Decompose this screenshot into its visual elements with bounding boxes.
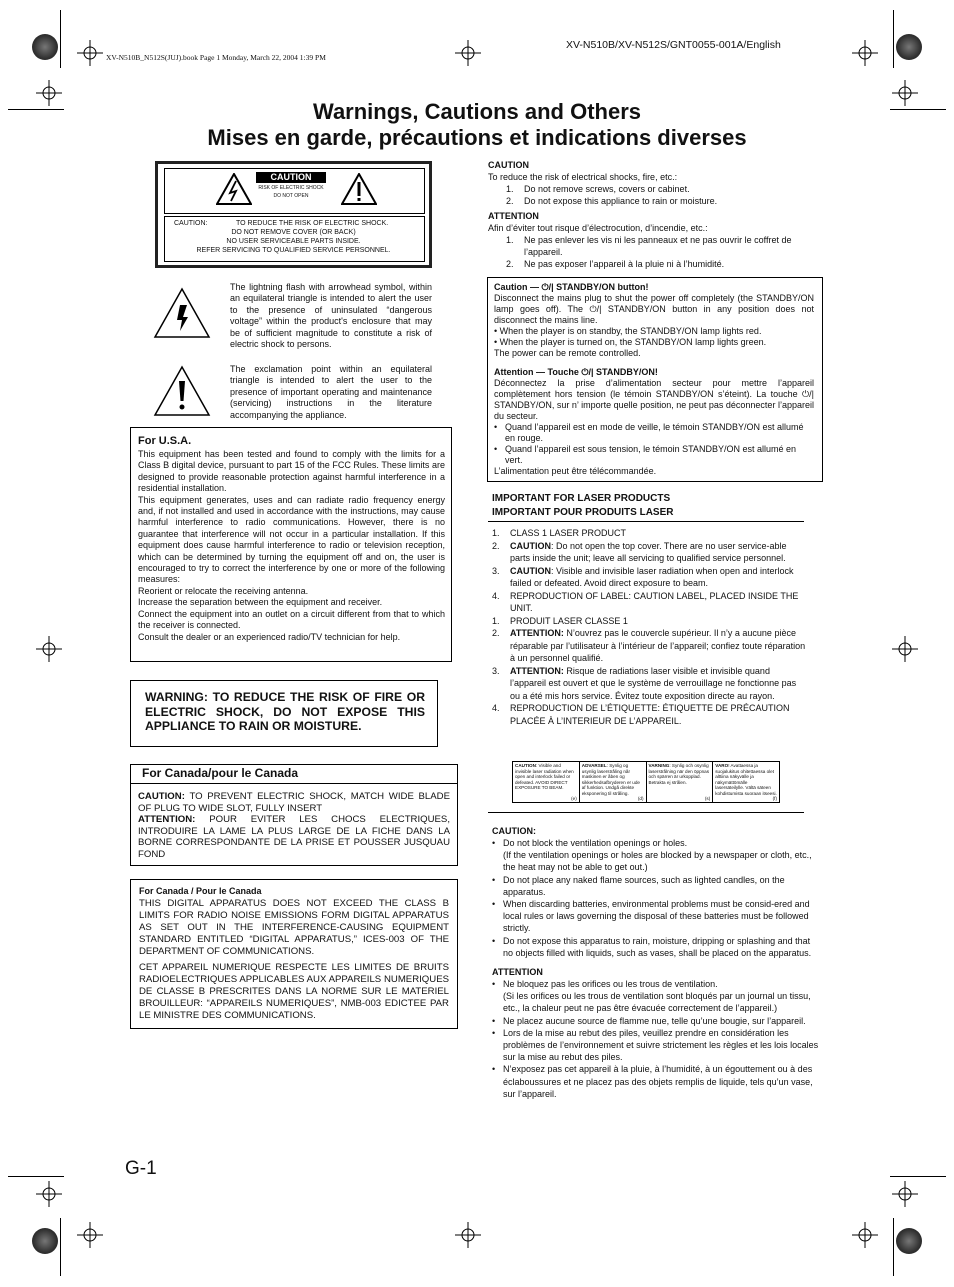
usa-heading: For U.S.A. [138, 435, 192, 447]
exclamation-triangle-icon [153, 365, 211, 417]
canada-plug-section [130, 764, 458, 866]
caution-prefix: CAUTION: [174, 220, 208, 227]
label-cell-se: VARNING: Synlig och osynlig laserstrålning när den öppnas och spärren är urkopplad. Betrakta ej strålen. (s) [647, 762, 714, 802]
usa-measure-2: Increase the separation between the equipment and receiver. [138, 597, 383, 608]
file-info: XV-N510B_N512S(JUJ).book Page 1 Monday, March 22, 2004 1:39 PM [106, 53, 326, 62]
standby-fr-heading-a: Attention — Touche [494, 367, 579, 377]
lightning-warning-icon [216, 173, 252, 205]
canada-caution-label: CAUTION: [138, 791, 185, 802]
power-icon: ⏻/| [589, 304, 602, 314]
usa-measure-4: Consult the dealer or an experienced radio/TV technician for help. [138, 631, 401, 642]
list-item: • When discarding batteries, environmental problems must be consid-ered and local rules or laws governing the disposal of these batteries must be followed strictly. [492, 899, 810, 934]
canada-ices-fr: CET APPAREIL NUMERIQUE RESPECTE LES LIMITES DE BRUITS RADIOELECTRIQUES APPLICABLES AUX APPAREILS NUMERIQUES DE CLASSE B PRESCRITES DANS LA NORME SUR LE MATERIEL BROUILLEUR: “APPAREILS NUMERIQUES”, NMB-003 EDICTEE PAR LE MINISTRE DES COMMUNICATIONS. [139, 962, 449, 1021]
canada-attention-label: ATTENTION: [138, 814, 196, 825]
standby-fr-p1b: STANDBY/ON, sur n’ importe quelle position, ne peut pas déconnecter l’appareil du secteur. [494, 400, 814, 421]
canada-attention-text: POUR EVITER LES CHOCS ELECTRIQUES, INTRODUIRE LA LAME LA PLUS LARGE DE LA FICHE DANS LA BORNE CORRESPONDANTE DE LA PRISE ET POUSSER JUSQUAU FOND [138, 814, 450, 860]
label-cell-fi: VARO! Avattaessa ja suojalukitus ohitettaessa olet alttiina näkyvälle ja näkymättömälle lasersäteilylle. Vältä säteen kohdistumista suoraan itseesi. (f) [715, 763, 777, 801]
standby-fr-b1: • Quand l’appareil est en mode de veille, le témoin STANDBY/ON est allumé en rouge. [494, 422, 804, 443]
page-title-en: Warnings, Cautions and Others [313, 99, 641, 124]
lightning-triangle-icon [153, 287, 211, 339]
list-item: • Do not block the ventilation openings or holes. (If the ventilation openings or holes are blocked by a newspaper or cloth, etc., the heat may not be able to get out.) [492, 838, 812, 873]
exclamation-warning-icon [341, 173, 377, 205]
list-item: • Do not expose this apparatus to rain, moisture, dripping or splashing and that no objects filled with liquids, such as vases, shall be placed on the apparatus. [492, 935, 812, 958]
right-attention-intro: Afin d’éviter tout risque d’électrocution, d’incendie, etc.: [488, 223, 708, 233]
right-attention-heading: ATTENTION [488, 211, 539, 221]
standby-en-p1b: STANDBY/ON button in any position does not disconnect the mains line. [494, 304, 814, 325]
page-number: G-1 [125, 1158, 157, 1179]
standby-fr-p1a: Déconnectez la prise d’alimentation secteur pour mettre l’appareil complètement hors tension (le témoin STANDBY/ON s’éteint). La touche [494, 378, 814, 399]
page-title-fr: Mises en garde, précautions et indications diverses [207, 125, 747, 150]
list-item: 1. Ne pas enlever les vis ni les panneaux et ne pas ouvrir le coffret de l’appareil. [506, 235, 792, 257]
crosshair-mark-left-lower [36, 1181, 62, 1207]
list-item: • Do not place any naked flame sources, such as lighted candles, on the apparatus. [492, 874, 785, 897]
model-code: XV-N510B/XV-N512S/GNT0055-001A/English [566, 39, 781, 51]
canada-caution-text: TO PREVENT ELECTRIC SHOCK, MATCH WIDE BLADE OF PLUG TO WIDE SLOT, FULLY INSERT [138, 791, 450, 814]
caution-heading: CAUTION [256, 172, 326, 183]
canada-ices-en: THIS DIGITAL APPARATUS DOES NOT EXCEED THE CLASS B LIMITS FOR RADIO NOISE EMISSIONS FORM DIGITAL APPARATUS AS SET OUT IN THE INTERFERENCE-CAUSING EQUIPMENT STANDARD ENTITLED “DIGITAL APPARATUS,” ICES-003 OF THE DEPARTMENT OF COMMUNICATIONS. [139, 898, 449, 957]
standby-fr-p2: L’alimentation peut être télécommandée. [494, 466, 657, 476]
crosshair-mark-left-middle [36, 636, 62, 662]
standby-fr-heading-b: STANDBY/ON! [596, 367, 658, 377]
caution-line2: DO NOT REMOVE COVER (OR BACK) [231, 229, 356, 236]
list-item: 2. ATTENTION: N’ouvrez pas le couvercle supérieur. Il n’y a aucune pièce réparable par l’utilisateur à l’intérieur de l’appareil; confiez toute réparation à un personnel qualifié. [492, 628, 806, 663]
list-item: • Ne bloquez pas les orifices ou les trous de ventilation. (Si les orifices ou les trous de ventilation sont bloqués par un journal un tissu, etc., la chaleur peut ne pas être évacuée correctement de l’appareil.) [492, 979, 811, 1014]
usa-paragraph-1: This equipment has been tested and found to comply with the limits for a Class B digital device, pursuant to part 15 of the FCC Rules. These limits are designed to provide reasonable protection against harmful interference in a residential installation. [138, 449, 445, 494]
list-item: 1. CLASS 1 LASER PRODUCT [492, 528, 627, 538]
laser-label-reproduction [512, 761, 780, 803]
power-icon: ⏻/| [802, 389, 814, 399]
list-item: • Ne placez aucune source de flamme nue, telle qu’une bougie, sur l’appareil. [492, 1015, 806, 1026]
risk-line1: RISK OF ELECTRIC SHOCK [258, 185, 324, 191]
label-cell-en: CAUTION: Visible and invisible laser radiation when open and interlock failed or defeated. AVOID DIRECT EXPOSURE TO BEAM. (e) [513, 762, 580, 802]
warning-box [130, 680, 438, 747]
registration-circle-top-right [896, 34, 922, 60]
attention2-heading: ATTENTION [492, 967, 543, 978]
standby-section [487, 277, 823, 482]
laser-heading-fr: IMPORTANT POUR PRODUITS LASER [492, 507, 674, 518]
canada-ices-heading: For Canada / Pour le Canada [139, 886, 262, 896]
standby-en-heading-b: STANDBY/ON button! [556, 282, 649, 292]
list-item: 4. REPRODUCTION DE L’ÉTIQUETTE: ÉTIQUETTE DE PRÉCAUTION PLACÉE À L’INTERIEUR DE L’APPAREIL. [492, 703, 790, 726]
crosshair-mark-top-left [77, 40, 103, 66]
right-caution-intro: To reduce the risk of electrical shocks, fire, etc.: [488, 172, 678, 182]
right-caution-heading: CAUTION [488, 160, 529, 170]
caution-label [155, 161, 432, 268]
caution-line4: REFER SERVICING TO QUALIFIED SERVICE PERSONNEL. [196, 247, 391, 254]
registration-circle-bottom-right [896, 1228, 922, 1254]
crosshair-mark-right-lower [892, 1181, 918, 1207]
crosshair-mark-top-right [852, 40, 878, 66]
list-item: 2. CAUTION: Do not open the top cover. There are no user service-able parts inside the unit; leave all servicing to qualified service personnel. [492, 540, 787, 563]
list-item: 3. CAUTION: Visible and invisible laser radiation when open and interlock failed or defeated. Avoid direct exposure to beam. [492, 565, 794, 588]
crop-line [8, 1176, 64, 1177]
standby-en-p2: The power can be remote controlled. [494, 348, 641, 358]
crop-line [893, 1218, 894, 1276]
standby-en-p1a: Disconnect the mains plug to shut the power off completely (the STANDBY/ON lamp goes off). The [494, 293, 814, 314]
crosshair-mark-bottom-left [77, 1222, 103, 1248]
label-cell-dk: ADVARSEL: Synlig og usynlig laserstråling når maskinen er åben og sikkerhedsafbryderen er ude af funktion. Undgå direkte eksponering til stråling. (d) [580, 762, 647, 802]
crosshair-mark-bottom-center [455, 1222, 481, 1248]
crop-line [893, 10, 894, 68]
crosshair-mark-bottom-right [852, 1222, 878, 1248]
usa-paragraph-2: This equipment generates, uses and can radiate radio frequency energy and, if not installed and used in accordance with the instructions, may cause harmful interference to radio communications. However, there is no guarantee that interference will not occur in a particular installation. If this equipment does cause harmful interference to radio or television reception, which can be determined by turning the equipment off and on, the user is encouraged to try to correct the interference by one or more of the following measures: [138, 494, 445, 585]
lightning-explanation: The lightning flash with arrowhead symbol, within an equilateral triangle is intended to alert the user to the presence of uninsulated “dangerous voltage” within the product's enclosure that may be of sufficient magnitude to constitute a risk of electric shock to persons. [230, 282, 432, 350]
power-icon: ⏻/| [541, 282, 554, 292]
standby-en-b1: • When the player is on standby, the STANDBY/ON lamp lights red. [494, 326, 762, 336]
standby-en-heading-a: Caution — [494, 282, 539, 292]
list-item: 4. REPRODUCTION OF LABEL: CAUTION LABEL, PLACED INSIDE THE UNIT. [492, 590, 799, 613]
caution-line1: TO REDUCE THE RISK OF ELECTRIC SHOCK. [236, 220, 389, 227]
usa-measure-1: Reorient or relocate the receiving antenna. [138, 585, 309, 596]
exclamation-explanation: The exclamation point within an equilateral triangle is intended to alert the user to the presence of important operating and maintenance (servicing) instructions in the literature accompanying the appliance. [230, 364, 432, 420]
caution-line3: NO USER SERVICEABLE PARTS INSIDE. [226, 238, 361, 245]
list-item: 1. Do not remove screws, covers or cabinet. [506, 184, 690, 194]
list-item: • Lors de la mise au rebut des piles, veuillez prendre en considération les problèmes de l’environnement et suivre strictement les règles et les lois locales sur la mise au rebut des piles. [492, 1027, 819, 1063]
crop-line [60, 1218, 61, 1276]
list-item: 2. Ne pas exposer l’appareil à la pluie ni à l’humidité. [506, 259, 725, 269]
laser-heading-en: IMPORTANT FOR LASER PRODUCTS [492, 493, 671, 504]
list-item: 3. ATTENTION: Risque de radiations laser visible et invisible quand l’appareil est ouvert et que le système de verrouillage ne fonctionne pas ou a été mis hors service. Évitez toute exposition directe au rayon. [492, 665, 797, 701]
usa-measure-3: Connect the equipment into an outlet on a circuit different from that to which the receiver is connected. [138, 608, 445, 631]
standby-en-b2: • When the player is turned on, the STANDBY/ON lamp lights green. [494, 337, 767, 347]
caution2-heading: CAUTION: [492, 826, 536, 836]
crop-line [890, 1176, 946, 1177]
crosshair-mark-top-center [455, 40, 481, 66]
canada-ices-section [130, 879, 458, 1029]
crop-line [60, 10, 61, 68]
list-item: 1. PRODUIT LASER CLASSE 1 [492, 615, 628, 626]
canada-plug-heading: For Canada/pour le Canada [142, 766, 299, 780]
warning-text: WARNING: TO REDUCE THE RISK OF FIRE OR ELECTRIC SHOCK, DO NOT EXPOSE THIS APPLIANCE TO RAIN OR MOISTURE. [145, 690, 425, 733]
usa-section [130, 427, 452, 662]
crosshair-mark-right-middle [892, 636, 918, 662]
registration-circle-top-left [32, 34, 58, 60]
standby-fr-b2: • Quand l’appareil est sous tension, le témoin STANDBY/ON est allumé en vert. [494, 444, 796, 465]
list-item: 2. Do not expose this appliance to rain or moisture. [506, 196, 718, 206]
power-icon: ⏻/| [581, 367, 594, 377]
list-item: • N’exposez pas cet appareil à la pluie, à l’humidité, à un égouttement ou à des éclaboussures et ne placez pas des objets remplis de liquide, tels qu’un vase, sur l’appareil. [492, 1064, 813, 1099]
risk-line2: DO NOT OPEN [273, 193, 309, 199]
registration-circle-bottom-left [32, 1228, 58, 1254]
